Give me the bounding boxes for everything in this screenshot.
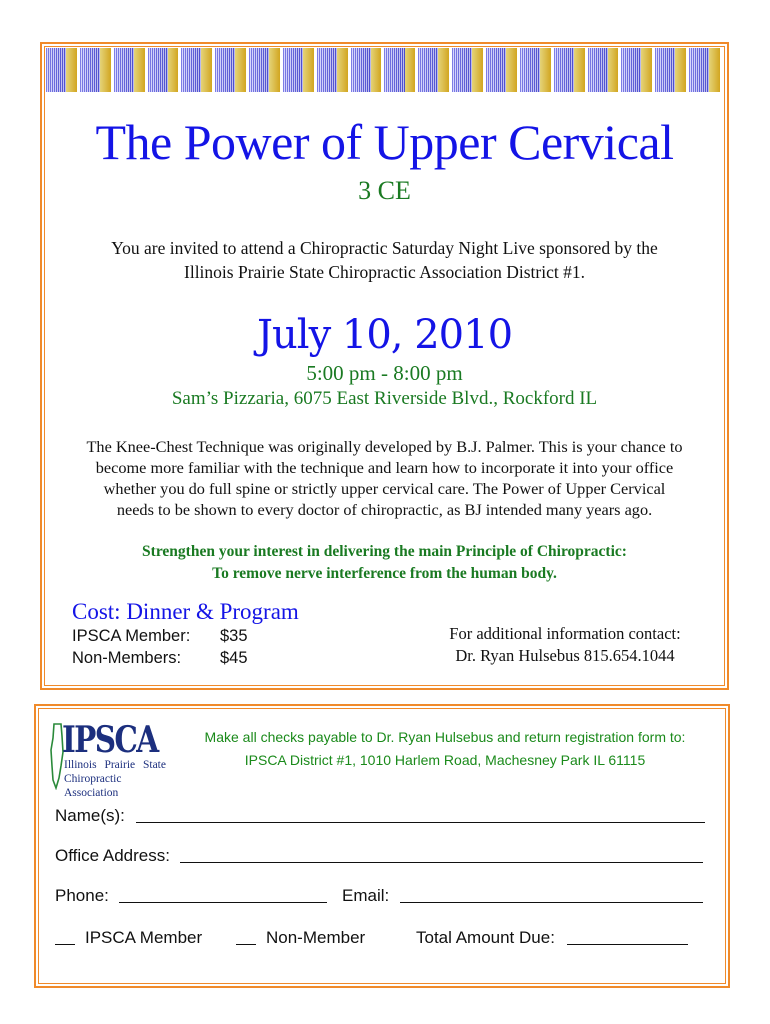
logo-wordmark: IPSCA	[62, 719, 158, 761]
event-time: 5:00 pm - 8:00 pm	[306, 361, 463, 385]
ipsca-member-label: IPSCA Member	[85, 928, 203, 947]
total-due-label: Total Amount Due:	[416, 928, 555, 947]
office-address-field[interactable]	[180, 862, 703, 863]
member-cost-label: IPSCA Member:	[72, 627, 191, 645]
member-cost	[72, 627, 248, 646]
event-date: July 10, 2010	[256, 312, 513, 358]
contact-heading: For additional information contact:	[449, 624, 681, 643]
mission-line: To remove nerve interference from the human body.	[212, 565, 557, 582]
payment-instructions: Make all checks payable to Dr. Ryan Hulsebus and return registration form to:	[204, 729, 686, 745]
member-cost-amount: $35	[220, 627, 248, 645]
email-field[interactable]	[400, 902, 703, 903]
event-title: The Power of Upper Cervical	[95, 114, 674, 170]
invitation-line: You are invited to attend a Chiropractic Saturday Night Live sponsored by the	[111, 238, 658, 258]
logo-subtitle: Chiropractic Association	[64, 773, 122, 799]
non-member-label: Non-Member	[266, 928, 366, 947]
invitation-line: Illinois Prairie State Chiropractic Association District #1.	[184, 262, 585, 282]
invitation-text	[44, 236, 725, 284]
mission-statement	[44, 541, 725, 585]
logo-subtitle: Illinois Prairie State	[64, 759, 166, 771]
email-label: Email:	[342, 886, 390, 905]
ipsca-member-checkbox[interactable]	[55, 944, 75, 945]
event-venue: Sam’s Pizzaria, 6075 East Riverside Blvd., Rockford IL	[171, 388, 598, 409]
names-label: Name(s):	[55, 806, 125, 825]
description-line: The Knee-Chest Technique was originally developed by B.J. Palmer. This is your chance to	[86, 437, 683, 456]
contact-details: Dr. Ryan Hulsebus 815.654.1044	[455, 646, 675, 665]
ipsca-logo	[48, 716, 168, 799]
description-line: become more familiar with the technique and learn how to incorporate it into your office	[95, 458, 674, 477]
cost-heading: Cost: Dinner & Program	[72, 599, 299, 624]
mission-line: Strengthen your interest in delivering the main Principle of Chiropractic:	[142, 543, 627, 560]
mailing-address: IPSCA District #1, 1010 Harlem Road, Machesney Park IL 61115	[244, 752, 646, 768]
total-due-field[interactable]	[567, 944, 688, 945]
description-line: needs to be shown to every doctor of chiropractic, as BJ intended many years ago.	[116, 500, 653, 519]
event-description	[52, 436, 717, 520]
phone-label: Phone:	[55, 886, 109, 905]
phone-field[interactable]	[119, 902, 327, 903]
nonmember-cost-label: Non-Members:	[72, 649, 182, 667]
office-address-label: Office Address:	[55, 846, 170, 865]
ce-credits: 3 CE	[358, 176, 411, 205]
description-line: whether you do full spine or strictly upper cervical care. The Power of Upper Cervical	[103, 479, 666, 498]
nonmember-cost	[72, 649, 248, 668]
decorative-banner	[46, 48, 723, 92]
non-member-checkbox[interactable]	[236, 944, 256, 945]
names-field[interactable]	[136, 822, 705, 823]
nonmember-cost-amount: $45	[220, 649, 248, 667]
